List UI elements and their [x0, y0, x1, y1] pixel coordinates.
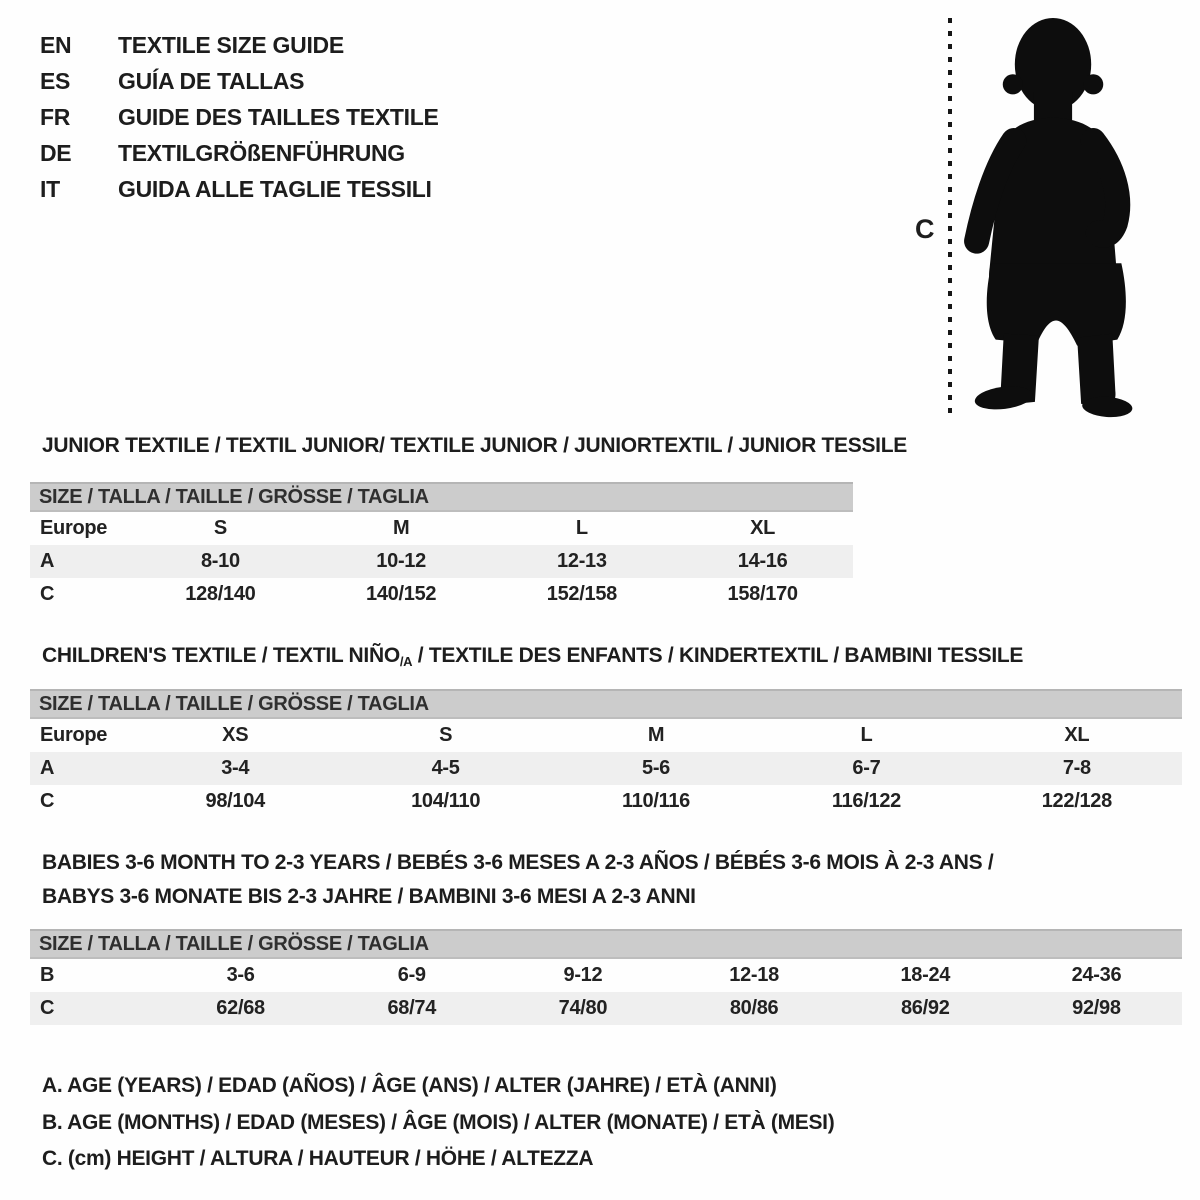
babies-title-line1: BABIES 3-6 MONTH TO 2-3 YEARS / BEBÉS 3-6 MESES A 2-3 AÑOS / BÉBÉS 3-6 MOIS À 2-3 ANS / — [42, 851, 994, 874]
height-measure-label: C — [915, 214, 935, 244]
table-row — [30, 752, 1182, 785]
table-cell: XS — [222, 724, 249, 746]
table-cell: S — [213, 517, 227, 539]
table-row — [30, 578, 853, 611]
language-title: TEXTILGRÖßENFÜHRUNG — [118, 139, 405, 166]
table-cell: 9-12 — [563, 964, 603, 986]
children-size-table — [30, 689, 1182, 818]
table-row — [30, 719, 1182, 752]
children-title-pre: CHILDREN'S TEXTILE / TEXTIL NIÑO — [42, 644, 400, 667]
table-cell: XL — [1064, 724, 1090, 746]
footnote-legend — [42, 1068, 834, 1178]
table-cell: S — [439, 724, 453, 746]
language-title: GUIDA ALLE TAGLIE TESSILI — [118, 175, 432, 202]
table-cell: 7-8 — [1062, 757, 1091, 779]
table-row — [30, 545, 853, 578]
row-label: C — [40, 997, 55, 1019]
language-code: DE — [40, 139, 72, 166]
language-row-it — [40, 171, 439, 207]
table-cell: M — [647, 724, 665, 746]
table-cell: 86/92 — [900, 997, 950, 1019]
footnote-c: C. (cm) HEIGHT / ALTURA / HAUTEUR / HÖHE / ALTEZZA — [42, 1147, 594, 1170]
junior-size-table — [30, 482, 853, 611]
language-code: ES — [40, 67, 71, 94]
table-cell: 62/68 — [216, 997, 265, 1019]
table-cell: 152/158 — [546, 583, 617, 605]
toddler-silhouette-icon — [963, 14, 1140, 421]
table-cell: L — [575, 517, 588, 539]
table-cell: 24-36 — [1071, 964, 1122, 986]
table-cell: 80/86 — [729, 997, 779, 1019]
junior-section-title: JUNIOR TEXTILE / TEXTIL JUNIOR/ TEXTILE JUNIOR / JUNIORTEXTIL / JUNIOR TESSILE — [42, 434, 907, 457]
footnote-a: A. AGE (YEARS) / EDAD (AÑOS) / ÂGE (ANS) / ALTER (JAHRE) / ETÀ (ANNI) — [42, 1074, 777, 1097]
language-row-en — [40, 27, 439, 63]
row-label: A — [40, 757, 55, 779]
table-cell: 110/116 — [622, 790, 691, 812]
language-title: GUÍA DE TALLAS — [118, 67, 305, 94]
children-title-post: / TEXTILE DES ENFANTS / KINDERTEXTIL / BAMBINI TESSILE — [412, 644, 1024, 667]
table-cell: 98/104 — [205, 790, 265, 812]
table-row — [30, 785, 1182, 818]
table-cell: 18-24 — [900, 964, 951, 986]
table-row — [30, 512, 853, 545]
table-cell: 116/122 — [831, 790, 901, 812]
table-cell: 12-13 — [557, 550, 607, 572]
language-row-fr — [40, 99, 439, 135]
table-cell: 140/152 — [366, 583, 437, 605]
language-row-es — [40, 63, 439, 99]
footnote-b: B. AGE (MONTHS) / EDAD (MESES) / ÂGE (MOIS) / ALTER (MONATE) / ETÀ (MESI) — [42, 1110, 835, 1134]
height-measure-dashed-line — [948, 18, 952, 418]
table-cell: 6-7 — [852, 757, 881, 779]
row-label: C — [40, 790, 55, 812]
table-cell: 104/110 — [411, 790, 481, 812]
table-cell: 5-6 — [642, 757, 671, 779]
babies-title-line2: BABYS 3-6 MONATE BIS 2-3 JAHRE / BAMBINI 3-6 MESI A 2-3 ANNI — [42, 885, 696, 908]
table-cell: 74/80 — [558, 997, 608, 1019]
table-cell: L — [860, 724, 873, 746]
language-title: TEXTILE SIZE GUIDE — [118, 31, 344, 58]
language-row-de — [40, 135, 439, 171]
language-code: EN — [40, 31, 72, 58]
row-label: C — [40, 583, 55, 605]
table-cell: 3-6 — [226, 964, 255, 986]
table-cell: 92/98 — [1072, 997, 1121, 1019]
table-cell: M — [392, 517, 410, 539]
table-cell: 128/140 — [185, 583, 256, 605]
children-section-title — [42, 644, 1023, 669]
language-title: GUIDE DES TAILLES TEXTILE — [118, 103, 439, 130]
table-cell: XL — [750, 517, 776, 539]
table-cell: 122/128 — [1041, 790, 1112, 812]
babies-section-title — [42, 846, 993, 914]
table-cell: 14-16 — [737, 550, 788, 572]
table-cell: 4-5 — [431, 757, 460, 779]
table-row — [30, 992, 1182, 1025]
row-label: Europe — [40, 724, 108, 746]
row-label: A — [40, 550, 55, 572]
language-code: FR — [40, 103, 71, 130]
table-cell: 68/74 — [387, 997, 437, 1019]
table-cell: 3-4 — [221, 757, 250, 779]
table-cell: 8-10 — [200, 550, 240, 572]
row-label: Europe — [40, 517, 108, 539]
table-cell: 12-18 — [729, 964, 779, 986]
language-title-list — [40, 27, 439, 207]
language-code: IT — [40, 175, 60, 202]
row-label: B — [40, 964, 55, 986]
babies-size-table — [30, 929, 1182, 1025]
table-cell: 6-9 — [397, 964, 426, 986]
table-cell: 158/170 — [727, 583, 798, 605]
table-row — [30, 959, 1182, 992]
junior-size-header-bar: SIZE / TALLA / TAILLE / GRÖSSE / TAGLIA — [30, 482, 853, 512]
children-size-header-bar: SIZE / TALLA / TAILLE / GRÖSSE / TAGLIA — [30, 689, 1182, 719]
children-title-sub: /A — [399, 654, 413, 669]
babies-size-header-bar: SIZE / TALLA / TAILLE / GRÖSSE / TAGLIA — [30, 929, 1182, 959]
table-cell: 10-12 — [376, 550, 426, 572]
